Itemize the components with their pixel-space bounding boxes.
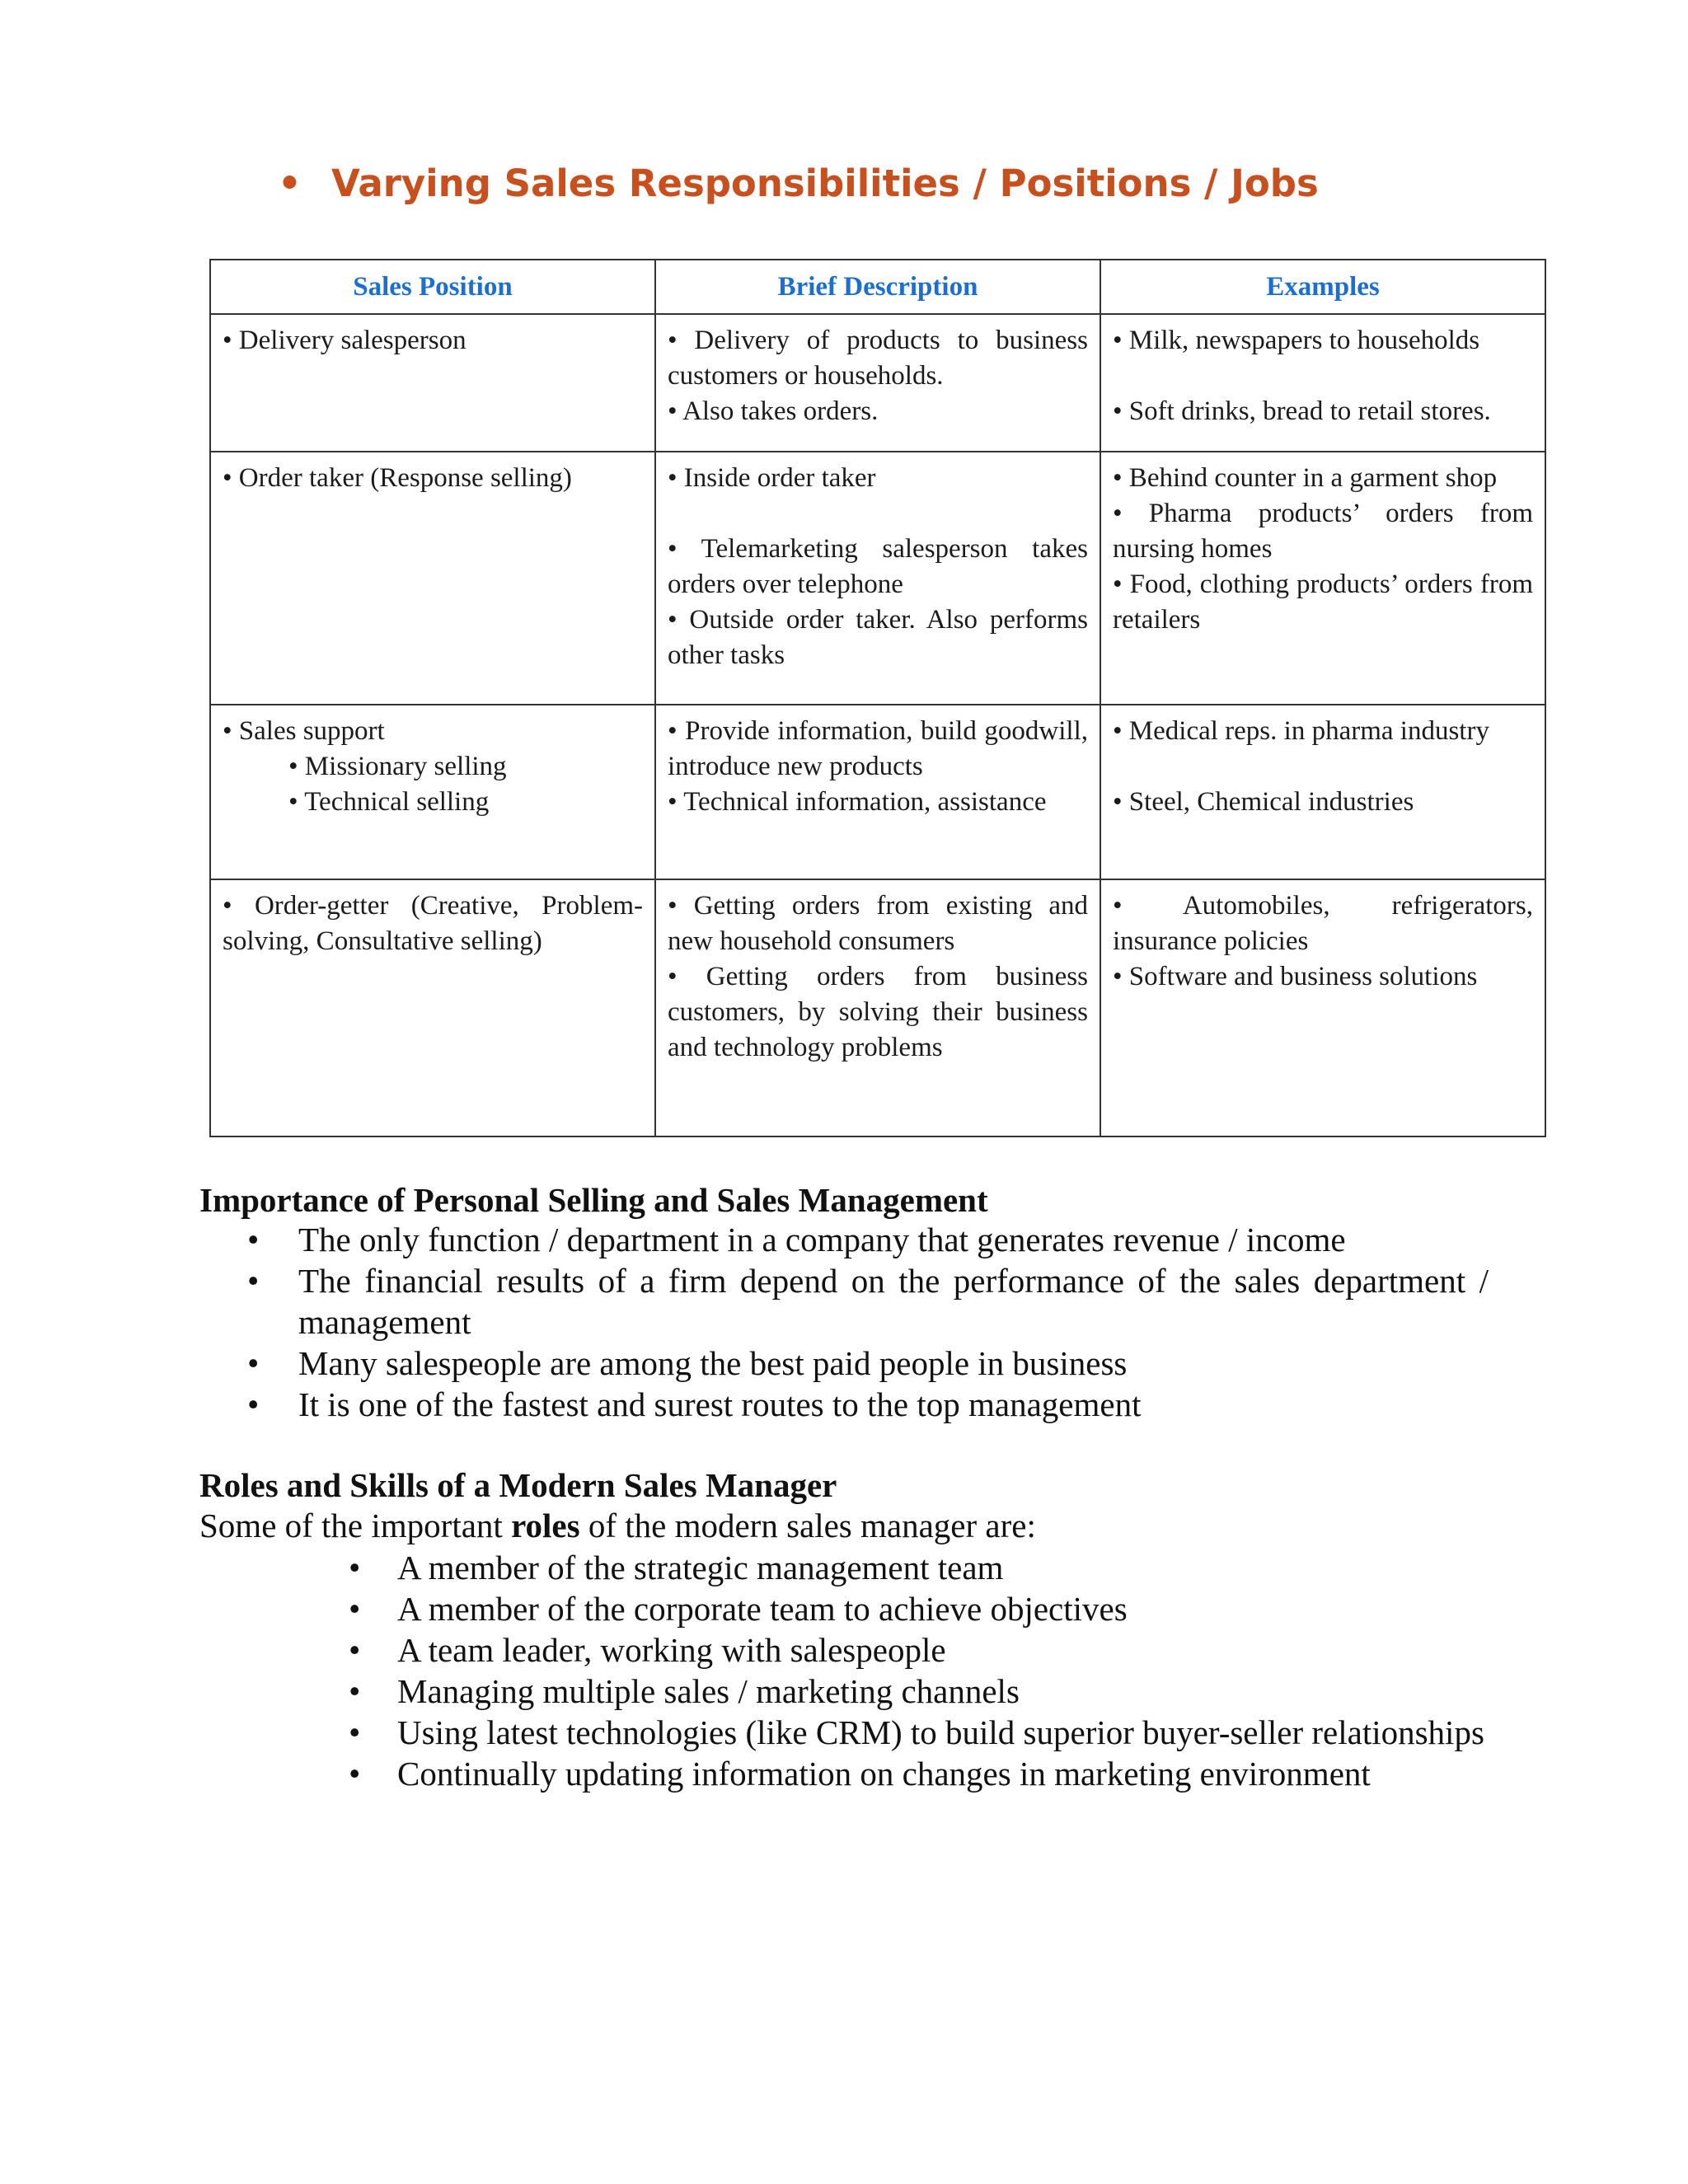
list-item — [349, 1753, 1489, 1794]
list-item-text: Managing multiple sales / marketing channels — [397, 1672, 1020, 1710]
examples-cell — [1100, 314, 1545, 452]
header-examples: Examples — [1100, 260, 1545, 314]
example-text: • Pharma products’ orders from nursing homes — [1113, 499, 1533, 564]
example-text: • Food, clothing products’ orders from retailers — [1113, 569, 1533, 635]
table-header-row — [210, 260, 1545, 314]
position-text: • Sales support — [223, 716, 385, 746]
list-item — [349, 1712, 1489, 1753]
list-item — [247, 1384, 1489, 1425]
position-subitem: • Missionary selling — [288, 752, 507, 781]
description-cell — [655, 879, 1100, 1137]
bullet: • — [349, 1549, 361, 1586]
header-brief-description: Brief Description — [655, 260, 1100, 314]
list-item — [247, 1260, 1489, 1343]
list-item-text: Many salespeople are among the best paid people in business — [298, 1344, 1128, 1382]
example-text: • Behind counter in a garment shop — [1113, 463, 1498, 493]
bullet: • — [349, 1713, 361, 1751]
bullet: • — [247, 1344, 260, 1382]
examples-cell — [1100, 879, 1545, 1137]
position-cell — [210, 705, 655, 879]
bullet: • — [247, 1262, 260, 1300]
table-row — [210, 879, 1545, 1137]
heading-text: Varying Sales Responsibilities / Positions / Jobs — [331, 162, 1319, 205]
description-text: • Technical information, assistance — [668, 787, 1047, 817]
list-item-text: Continually updating information on changes in marketing environment — [397, 1755, 1371, 1793]
position-cell — [210, 879, 655, 1137]
list-item-text: Using latest technologies (like CRM) to build superior buyer-seller relationships — [397, 1713, 1484, 1751]
bullet: • — [247, 1385, 260, 1423]
list-item — [349, 1629, 1489, 1671]
description-text: • Outside order taker. Also performs other tasks — [668, 605, 1088, 670]
list-item — [349, 1588, 1489, 1629]
example-text: • Milk, newspapers to households — [1113, 326, 1480, 355]
list-item — [247, 1219, 1489, 1260]
position-subitem: • Technical selling — [288, 787, 490, 817]
bullet: • — [349, 1672, 361, 1710]
sales-positions-table — [209, 259, 1546, 1137]
position-cell — [210, 452, 655, 705]
description-text: • Also takes orders. — [668, 396, 879, 426]
example-text: • Soft drinks, bread to retail stores. — [1113, 396, 1491, 426]
importance-list — [247, 1219, 1489, 1425]
description-text: • Telemarketing salesperson takes orders over telephone — [668, 534, 1088, 599]
example-text: • Medical reps. in pharma industry — [1113, 716, 1489, 746]
example-text: • Software and business solutions — [1113, 962, 1478, 991]
example-text: • Steel, Chemical industries — [1113, 787, 1414, 817]
list-item-text: The only function / department in a company that generates revenue / income — [298, 1221, 1346, 1258]
description-text: • Provide information, build goodwill, introduce new products — [668, 716, 1088, 781]
description-cell — [655, 705, 1100, 879]
position-text: • Delivery salesperson — [223, 326, 467, 355]
roles-list — [349, 1547, 1489, 1794]
header-sales-position: Sales Position — [210, 260, 655, 314]
bullet: • — [349, 1631, 361, 1669]
description-text: • Getting orders from business customers, by solving their business and technology problems — [668, 962, 1088, 1062]
roles-intro-start: Some of the important — [199, 1507, 512, 1544]
list-item — [349, 1671, 1489, 1712]
list-item-text: A team leader, working with salespeople — [397, 1631, 946, 1669]
description-text: • Getting orders from existing and new household consumers — [668, 891, 1088, 956]
roles-intro-end: of the modern sales manager are: — [579, 1507, 1036, 1544]
roles-intro — [199, 1506, 1036, 1545]
list-item-text: It is one of the fastest and surest routes to the top management — [298, 1385, 1142, 1423]
table-row — [210, 705, 1545, 879]
description-text: • Inside order taker — [668, 463, 876, 493]
description-cell — [655, 452, 1100, 705]
bullet: • — [349, 1590, 361, 1628]
examples-cell — [1100, 452, 1545, 705]
list-item — [247, 1343, 1489, 1384]
table-row — [210, 314, 1545, 452]
description-text: • Delivery of products to business customers or households. — [668, 326, 1088, 391]
roles-heading: Roles and Skills of a Modern Sales Manager — [199, 1466, 837, 1504]
position-cell — [210, 314, 655, 452]
list-item-text: The financial results of a firm depend on the performance of the sales department / management — [298, 1262, 1489, 1341]
bullet: • — [247, 1221, 260, 1258]
bullet: • — [349, 1755, 361, 1793]
heading-bullet: • — [278, 162, 302, 205]
list-item-text: A member of the corporate team to achieve objectives — [397, 1590, 1128, 1628]
table-row — [210, 452, 1545, 705]
example-text: • Automobiles, refrigerators, insurance policies — [1113, 891, 1533, 956]
roles-intro-bold: roles — [511, 1507, 580, 1544]
position-text: • Order-getter (Creative, Problem-solving, Consultative selling) — [223, 891, 643, 956]
list-item — [349, 1547, 1489, 1588]
importance-heading: Importance of Personal Selling and Sales Management — [199, 1181, 988, 1219]
list-item-text: A member of the strategic management team — [397, 1549, 1004, 1586]
description-cell — [655, 314, 1100, 452]
position-text: • Order taker (Response selling) — [223, 463, 572, 493]
examples-cell — [1100, 705, 1545, 879]
